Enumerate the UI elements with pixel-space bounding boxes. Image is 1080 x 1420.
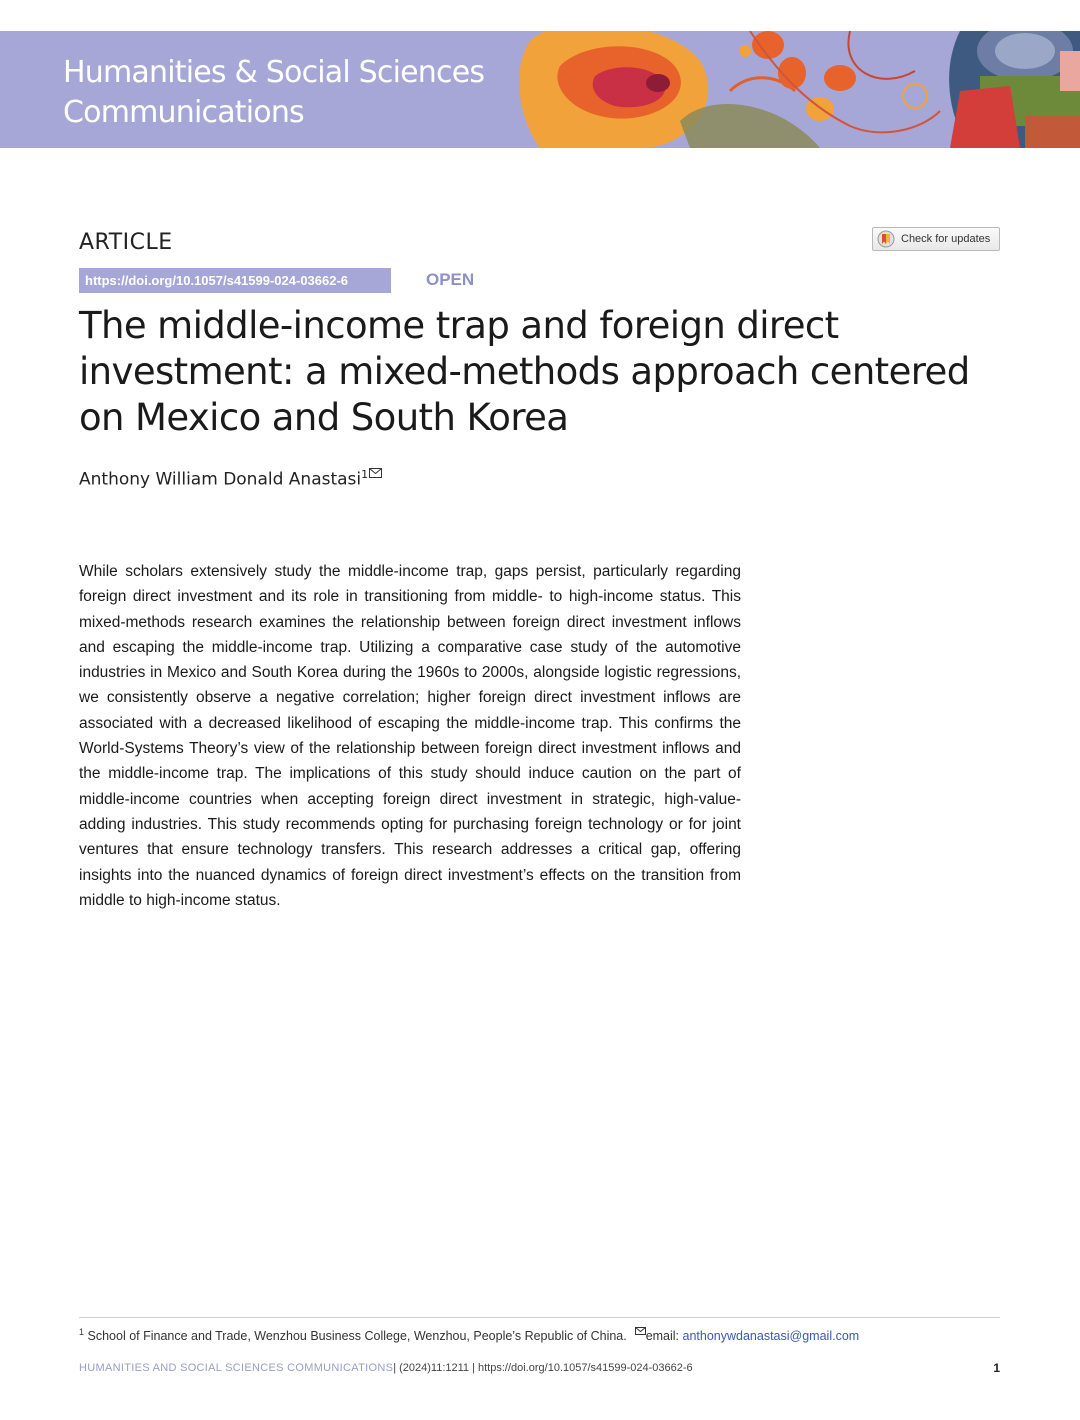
author-affiliation-mark: 1	[361, 468, 369, 481]
author-name[interactable]: Anthony William Donald Anastasi	[79, 469, 362, 490]
journal-title-line1: Humanities & Social Sciences	[63, 55, 485, 90]
abstract: While scholars extensively study the middle-income trap, gaps persist, particularly regarding foreign direct investment and its role in transitioning from middle- to high-income status. This mixed-methods research examines the relationship between foreign direct investment inflows and escaping the middle-income trap. Utilizing a comparative case study of the automotive industries in Mexico and South Korea during the 1960s to 2000s, alongside logistic regressions, we consistently observe a negative correlation; higher foreign direct investment inflows are associated with a decreased likelihood of escaping the middle-income trap. This confirms the World-Systems Theory’s view of the relationship between foreign direct investment inflows and the middle-income trap. The implications of this study should induce caution on the part of middle-income countries when accepting foreign direct investment in strategic, high-value-adding industries. This study recommends opting for purchasing foreign technology or for joint ventures that ensure technology transfers. This research addresses a critical gap, offering insights into the nuanced dynamics of foreign direct investment’s effects on the transition from middle to high-income status.	[79, 563, 741, 909]
author-line	[79, 463, 382, 490]
check-for-updates-label: Check for updates	[901, 233, 991, 245]
paper-title: The middle-income trap and foreign direct investment: a mixed-methods approach centered on Mexico and South Korea	[79, 304, 970, 439]
footer-citation: | (2024)11:1211 | https://doi.org/10.1057/s41599-024-03662-6	[393, 1362, 693, 1374]
footnote-mark: 1	[79, 1327, 85, 1337]
crossmark-icon	[877, 230, 895, 248]
banner-artwork	[520, 31, 1080, 148]
journal-banner	[0, 31, 1080, 148]
open-access-label: OPEN	[426, 270, 475, 289]
article-type: ARTICLE	[79, 230, 173, 255]
footnote-affiliation: School of Finance and Trade, Wenzhou Business College, Wenzhou, People’s Republic of China.	[87, 1329, 627, 1344]
doi-link[interactable]: https://doi.org/10.1057/s41599-024-03662-6	[79, 268, 391, 293]
envelope-icon	[635, 1324, 646, 1338]
envelope-icon[interactable]	[369, 463, 382, 483]
check-for-updates-button[interactable]	[872, 227, 1000, 251]
author-email-link[interactable]: anthonywdanastasi@gmail.com	[682, 1329, 860, 1344]
footnote-divider	[79, 1317, 1000, 1318]
page-footer	[79, 1362, 1000, 1374]
footer-journal-name: HUMANITIES AND SOCIAL SCIENCES COMMUNICATIONS	[79, 1362, 394, 1374]
email-label: email:	[645, 1329, 680, 1344]
journal-title[interactable]	[63, 53, 484, 133]
page-number: 1	[993, 1361, 1000, 1375]
affiliation-footnote	[79, 1324, 1000, 1343]
journal-title-line2: Communications	[63, 95, 304, 130]
